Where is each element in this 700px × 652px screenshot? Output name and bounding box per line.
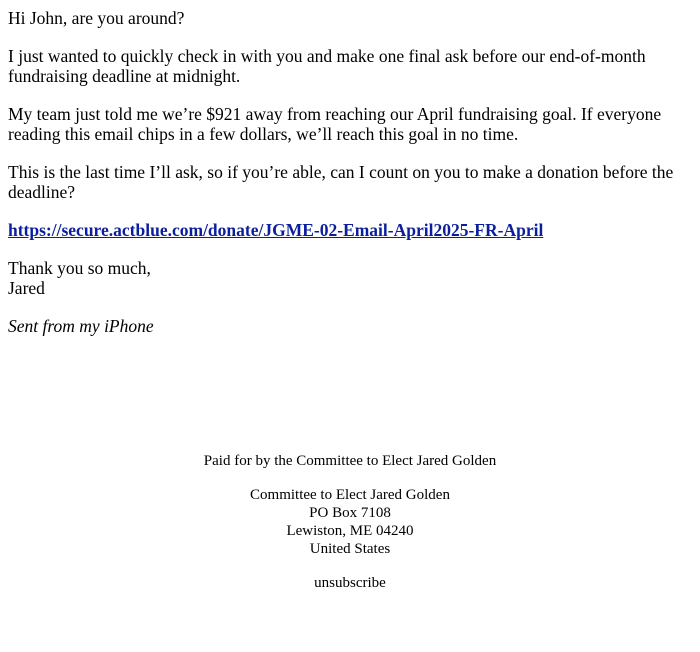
sent-from-note: Sent from my iPhone	[8, 316, 154, 336]
unsubscribe-link[interactable]: unsubscribe	[314, 575, 386, 591]
address-city: Lewiston, ME 04240	[286, 523, 414, 539]
paid-for-disclaimer: Paid for by the Committee to Elect Jared Golden	[203, 453, 497, 469]
address-country: United States	[309, 541, 391, 557]
email-body	[8, 8, 692, 354]
closing-text: Thank you so much,	[8, 258, 151, 278]
email-footer	[0, 452, 700, 608]
address-org: Committee to Elect Jared Golden	[250, 487, 450, 503]
unsubscribe-paragraph	[0, 574, 700, 592]
greeting: Hi John, are you around?	[8, 8, 185, 28]
paragraph-ask: This is the last time I’ll ask, so if you’re able, can I count on you to make a donation before the deadline?	[8, 162, 674, 202]
signature: Jared	[8, 278, 45, 298]
paragraph-goal: My team just told me we’re $921 away from reaching our April fundraising goal. If everyone reading this email chips in a few dollars, we’ll reach this goal in no time.	[8, 104, 662, 144]
mailing-address	[0, 486, 700, 558]
donate-link-paragraph	[8, 220, 692, 240]
donate-link[interactable]: https://secure.actblue.com/donate/JGME-02-Email-April2025-FR-April	[8, 220, 544, 240]
paragraph-intro: I just wanted to quickly check in with you and make one final ask before our end-of-month fundraising deadline at midnight.	[8, 46, 646, 86]
address-street: PO Box 7108	[309, 505, 391, 521]
signoff	[8, 258, 692, 298]
